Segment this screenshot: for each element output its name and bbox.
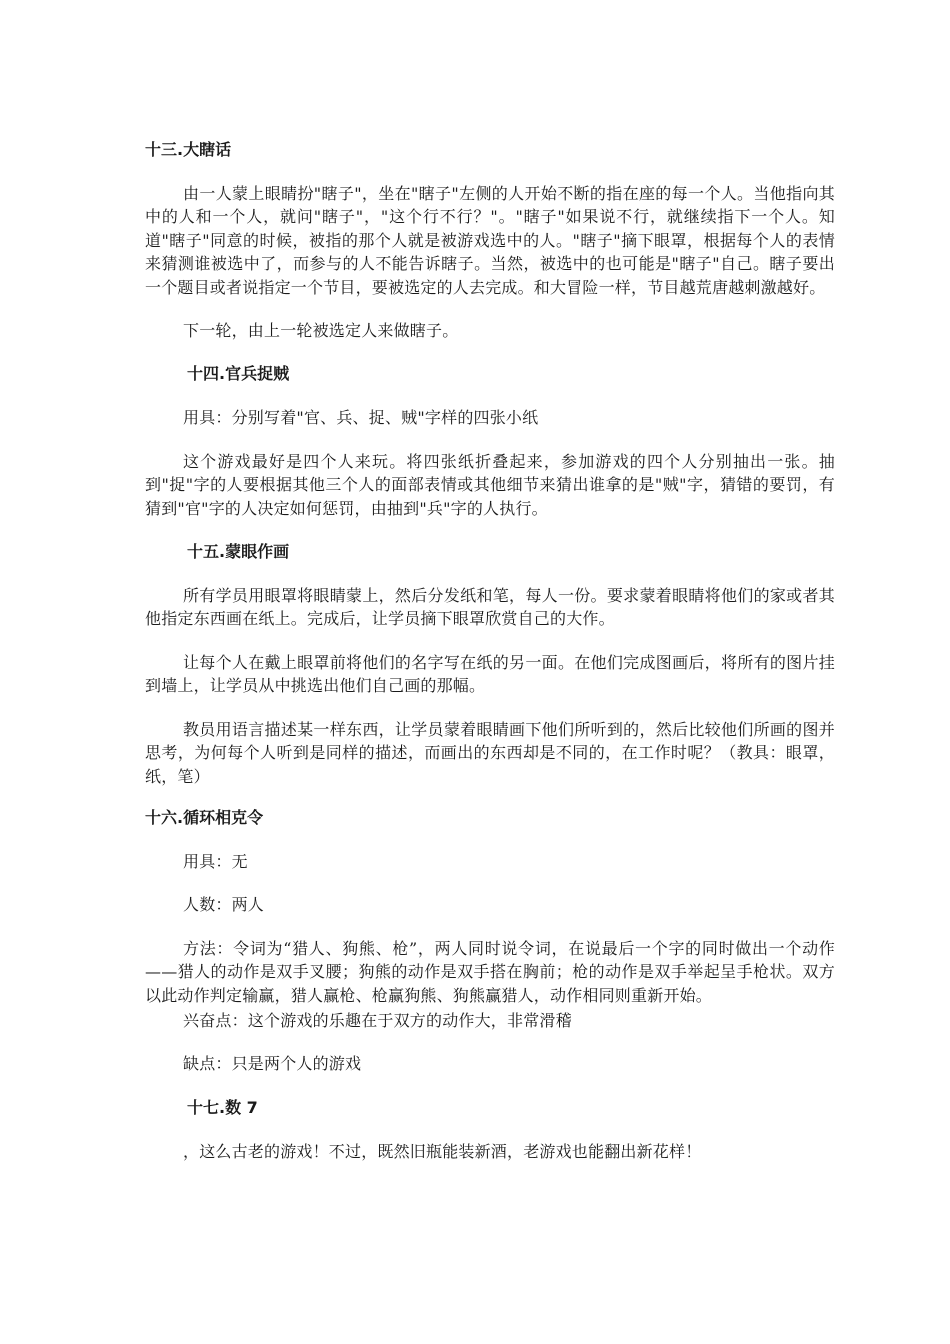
section-17-paragraph: ，这么古老的游戏！不过，既然旧瓶能装新酒，老游戏也能翻出新花样！ bbox=[183, 1141, 702, 1161]
section-15-paragraph-3: 教员用语言描述某一样东西，让学员蒙着眼睛画下他们所听到的，然后比较他们所画的图并思考，为何每个人听到是同样的描述，而画出的东西却是不同的，在工作时呢？（教具：眼罩，纸，笔） bbox=[145, 719, 835, 786]
section-16-drawback: 缺点：只是两个人的游戏 bbox=[183, 1054, 362, 1074]
section-15-paragraph-1: 所有学员用眼罩将眼睛蒙上，然后分发纸和笔，每人一份。要求蒙着眼睛将他们的家或者其他指定东西画在纸上。完成后，让学员摘下眼罩欣赏自己的大作。 bbox=[145, 586, 835, 629]
section-16-highlight: 兴奋点：这个游戏的乐趣在于双方的动作大，非常滑稽 bbox=[183, 1010, 572, 1030]
section-16-title: 十六.循环相克令 bbox=[145, 807, 264, 827]
section-13-paragraph-2: 下一轮，由上一轮被选定人来做瞎子。 bbox=[183, 321, 459, 341]
section-13-paragraph-1: 由一人蒙上眼睛扮"瞎子"，坐在"瞎子"左侧的人开始不断的指在座的每一个人。当他指向其中的人和一个人，就问"瞎子"，"这个行不行？"。"瞎子"如果说不行，就继续指下一个人。知道"瞎子"同意的时候，被指的那个人就是被游戏选中的人。"瞎子"摘下眼罩，根据每个人的表情来猜测谁被选中了，而参与的人不能告诉瞎子。当然，被选中的也可能是"瞎子"自己。瞎子要出一个题目或者说指定一个节目，要被选定的人去完成。和大冒险一样，节目越荒唐越刺激越好。 bbox=[145, 184, 835, 297]
section-16-tools: 用具：无 bbox=[183, 851, 248, 871]
section-13-title: 十三.大瞎话 bbox=[145, 140, 232, 159]
section-15-title: 十五.蒙眼作画 bbox=[187, 542, 290, 562]
section-16-players: 人数：两人 bbox=[183, 895, 265, 915]
section-14-tools: 用具：分别写着"官、兵、捉、贼"字样的四张小纸 bbox=[183, 408, 539, 428]
document-page bbox=[145, 138, 835, 1163]
section-17-title: 十七.数 7 bbox=[187, 1097, 258, 1117]
section-14-paragraph: 这个游戏最好是四个人来玩。将四张纸折叠起来，参加游戏的四个人分别抽出一张。抽到"捉"字的人要根据其他三个人的面部表情或其他细节来猜出谁拿的是"贼"字，猜错的要罚，有猜到"官"字的人决定如何惩罚，由抽到"兵"字的人执行。 bbox=[145, 451, 835, 518]
section-15-paragraph-2: 让每个人在戴上眼罩前将他们的名字写在纸的另一面。在他们完成图画后，将所有的图片挂到墙上，让学员从中挑选出他们自己画的那幅。 bbox=[145, 652, 835, 696]
section-14-title: 十四.官兵捉贼 bbox=[187, 364, 290, 384]
section-16-method: 方法：令词为“猎人、狗熊、枪”，两人同时说令词，在说最后一个字的同时做出一个动作——猎人的动作是双手叉腰；狗熊的动作是双手搭在胸前；枪的动作是双手举起呈手枪状。双方以此动作判定输赢，猎人赢枪、枪赢狗熊、狗熊赢猎人，动作相同则重新开始。 bbox=[145, 938, 835, 1005]
